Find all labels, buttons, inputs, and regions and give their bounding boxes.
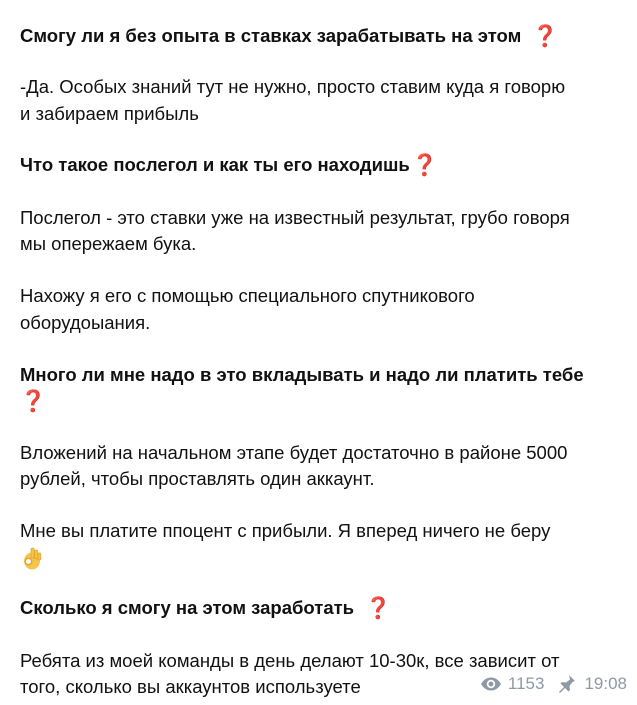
answer-4-line-1: Вложений на начальном этапе будет достаточно в районе 5000	[20, 442, 568, 463]
question-4-text: Сколько я смогу на этом заработать	[20, 597, 355, 618]
answer-6-line-1: Ребята из моей команды в день делают 10-30к, все зависит от	[20, 650, 560, 671]
answer-4-line-2: рублей, чтобы проставлять один аккаунт.	[20, 468, 375, 489]
question-mark-icon: ❓	[20, 390, 47, 413]
question-1	[20, 23, 559, 49]
answer-2-line-1: Послегол - это ставки уже на известный результат, грубо говоря	[20, 207, 570, 228]
question-3-mark	[20, 388, 46, 414]
answer-6-line-2: того, сколько вы аккаунтов используете	[20, 676, 361, 697]
eye-icon	[480, 676, 502, 692]
answer-1-line-2: и забираем прибыль	[20, 103, 199, 124]
answer-3-line-2: оборудоыания.	[20, 312, 151, 333]
ok-hand-icon	[20, 545, 44, 571]
question-mark-icon: ❓	[532, 25, 559, 48]
question-mark-icon: ❓	[365, 597, 392, 620]
answer-5-emoji-line	[20, 544, 44, 571]
answer-2-line-2: мы опережаем бука.	[20, 233, 197, 254]
question-1-text: Смогу ли я без опыта в ставках зарабатывать на этом	[20, 25, 522, 46]
question-3: Много ли мне надо в это вкладывать и надо ли платить тебе	[20, 364, 584, 385]
message-meta	[472, 671, 629, 697]
answer-1-line-1: -Да. Особых знаний тут не нужно, просто ставим куда я говорю	[20, 76, 566, 97]
question-2	[20, 152, 438, 178]
pin-icon	[558, 674, 576, 694]
question-2-text: Что такое послегол и как ты его находишь	[20, 154, 410, 175]
question-4	[20, 595, 391, 621]
question-mark-icon: ❓	[411, 154, 438, 177]
answer-3-line-1: Нахожу я его с помощью специального спутникового	[20, 285, 475, 306]
answer-5-line-1: Мне вы платите ппоцент с прибыли. Я вперед ничего не беру	[20, 520, 551, 541]
views-count: 1153	[507, 674, 545, 693]
message-time: 19:08	[584, 674, 627, 693]
